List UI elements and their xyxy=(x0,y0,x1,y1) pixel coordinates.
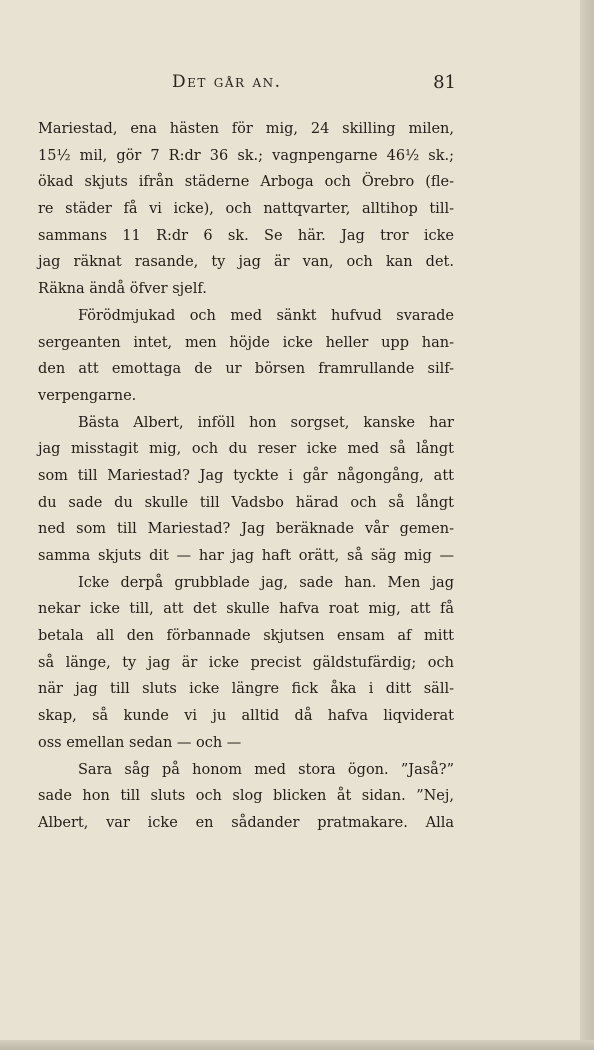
text-line: jag räknat rasande, ty jag är van, och kan det. xyxy=(38,254,454,271)
running-title: Det går an. xyxy=(172,72,282,92)
text-line: nekar icke till, att det skulle hafva roat mig, att få xyxy=(38,601,454,618)
text-line: re städer få vi icke), och nattqvarter, alltihop till- xyxy=(38,201,454,218)
text-line: sade hon till sluts och slog blicken åt sidan. ”Nej, xyxy=(38,788,454,805)
text-line: så länge, ty jag är icke precist gäldstufärdig; och xyxy=(38,654,454,671)
body-text xyxy=(38,116,454,837)
text-line: betala all den förbannade skjutsen ensam af mitt xyxy=(38,628,454,645)
text-line: ned som till Mariestad? Jag beräknade vår gemen- xyxy=(38,521,454,538)
text-line: Räkna ändå öfver sjelf. xyxy=(38,281,207,298)
text-line: du sade du skulle till Vadsbo härad och så långt xyxy=(38,494,454,511)
page-number: 81 xyxy=(433,72,456,93)
text-line: skap, så kunde vi ju alltid då hafva liqviderat xyxy=(38,708,454,725)
page-edge-right xyxy=(580,0,594,1050)
text-line: som till Mariestad? Jag tyckte i går någongång, att xyxy=(38,467,454,484)
text-line: oss emellan sedan — och — xyxy=(38,734,242,751)
text-line: sammans 11 R:dr 6 sk. Se här. Jag tror icke xyxy=(38,227,454,244)
text-line: 15½ mil, gör 7 R:dr 36 sk.; vagnpengarne 46½ sk.; xyxy=(38,147,454,164)
text-line: Förödmjukad och med sänkt hufvud svarade xyxy=(78,307,454,324)
page-edge-bottom xyxy=(0,1040,594,1050)
text-line: Bästa Albert, inföll hon sorgset, kanske har xyxy=(78,414,454,431)
text-line: sergeanten intet, men höjde icke heller upp han- xyxy=(38,334,454,351)
text-line: verpengarne. xyxy=(38,387,137,404)
text-line: jag misstagit mig, och du reser icke med så långt xyxy=(38,441,454,458)
text-line: den att emottaga de ur börsen framrullande silf- xyxy=(38,361,454,378)
text-line: Icke derpå grubblade jag, sade han. Men jag xyxy=(78,574,454,591)
text-line: ökad skjuts ifrån städerne Arboga och Örebro (fle- xyxy=(38,174,454,191)
text-line: Mariestad, ena hästen för mig, 24 skilling milen, xyxy=(38,121,454,137)
text-line: Sara såg på honom med stora ögon. ”Jaså?” xyxy=(78,761,454,778)
page-header xyxy=(38,72,456,96)
text-line: när jag till sluts icke längre fick åka i ditt säll- xyxy=(38,681,454,698)
text-line: samma skjuts dit — har jag haft orätt, så säg mig — xyxy=(38,548,454,564)
text-line: Albert, var icke en sådander pratmakare. Alla xyxy=(38,814,454,831)
